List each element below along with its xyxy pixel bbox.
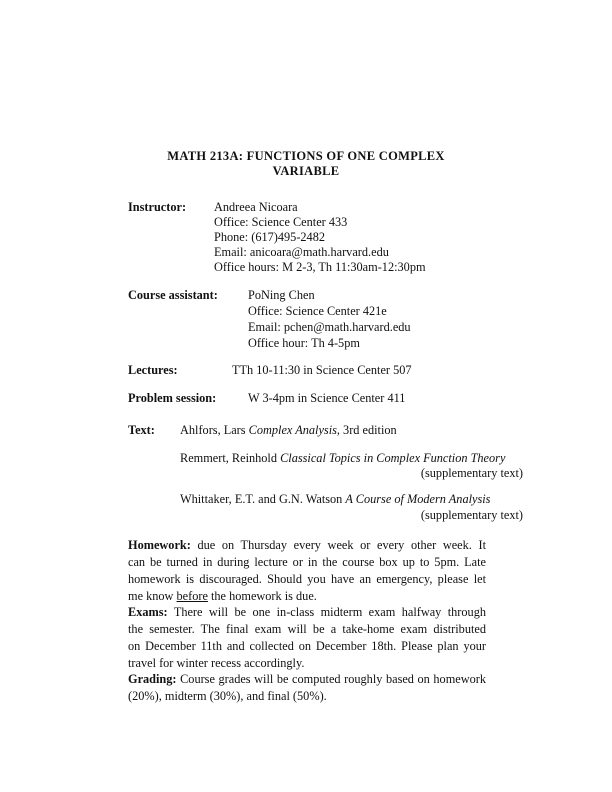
homework-paragraph (128, 537, 486, 605)
paragraph-line: the semester. The final exam will be a take-home exam distributed (128, 622, 486, 636)
lectures-label: Lectures: (128, 363, 178, 377)
textbook-title: Complex Analysis (248, 423, 337, 437)
text-label: Text: (128, 423, 155, 437)
textbook-3-note: (supplementary text) (420, 508, 523, 522)
homework-label: Homework: (128, 538, 191, 552)
textbook-1 (180, 423, 397, 438)
text-segment: me know (128, 589, 177, 603)
assistant-email: Email: pchen@math.harvard.edu (248, 320, 411, 334)
assistant-name: PoNing Chen (248, 288, 315, 302)
exams-paragraph (128, 604, 486, 672)
paragraph-line: travel for winter recess accordingly. (128, 656, 305, 670)
instructor-name: Andreea Nicoara (214, 200, 298, 214)
paragraph-line: (20%), midterm (30%), and final (50%). (128, 689, 327, 703)
paragraph-line: homework is discouraged. Should you have an emergency, please let (128, 572, 486, 586)
textbook-author: Whittaker, E.T. and G.N. Watson (180, 492, 346, 506)
textbook-title: A Course of Modern Analysis (345, 492, 491, 506)
underlined-word: before (176, 589, 208, 603)
instructor-phone: Phone: (617)495-2482 (214, 230, 326, 244)
paragraph-line: due on Thursday every week or every other week. It (190, 538, 486, 552)
paragraph-line: Course grades will be computed roughly based on homework (176, 672, 486, 686)
assistant-office: Office: Science Center 421e (248, 304, 387, 318)
instructor-office-hours: Office hours: M 2-3, Th 11:30am-12:30pm (214, 260, 426, 274)
assistant-label: Course assistant: (128, 288, 218, 302)
paragraph-line: can be turned in during lecture or in the course box up to 5pm. Late (128, 555, 486, 569)
paragraph-line: There will be one in-class midterm exam halfway through (167, 605, 486, 619)
textbook-author: Ahlfors, Lars (180, 423, 249, 437)
exams-label: Exams: (128, 605, 168, 619)
textbook-author: Remmert, Reinhold (180, 451, 281, 465)
problem-session-value: W 3-4pm in Science Center 411 (248, 391, 406, 405)
document-title-line-1: MATH 213A: FUNCTIONS OF ONE COMPLEX (167, 149, 445, 163)
paragraph-line (128, 588, 486, 605)
textbook-2-note: (supplementary text) (420, 466, 523, 480)
lectures-value: TTh 10-11:30 in Science Center 507 (232, 363, 412, 377)
grading-paragraph (128, 671, 486, 705)
problem-session-label: Problem session: (128, 391, 217, 405)
document-title-line-2: VARIABLE (272, 164, 340, 178)
grading-label: Grading: (128, 672, 177, 686)
instructor-label: Instructor: (128, 200, 187, 214)
instructor-email: Email: anicoara@math.harvard.edu (214, 245, 389, 259)
paragraph-line: on December 11th and collected on December 18th. Please plan your (128, 639, 486, 653)
textbook-2 (180, 451, 505, 466)
textbook-title: Classical Topics in Complex Function Theory (280, 451, 506, 465)
assistant-office-hour: Office hour: Th 4-5pm (248, 336, 360, 350)
textbook-3 (180, 492, 490, 507)
instructor-office: Office: Science Center 433 (214, 215, 348, 229)
text-segment: the homework is due. (207, 589, 317, 603)
textbook-edition: , 3rd edition (336, 423, 397, 437)
